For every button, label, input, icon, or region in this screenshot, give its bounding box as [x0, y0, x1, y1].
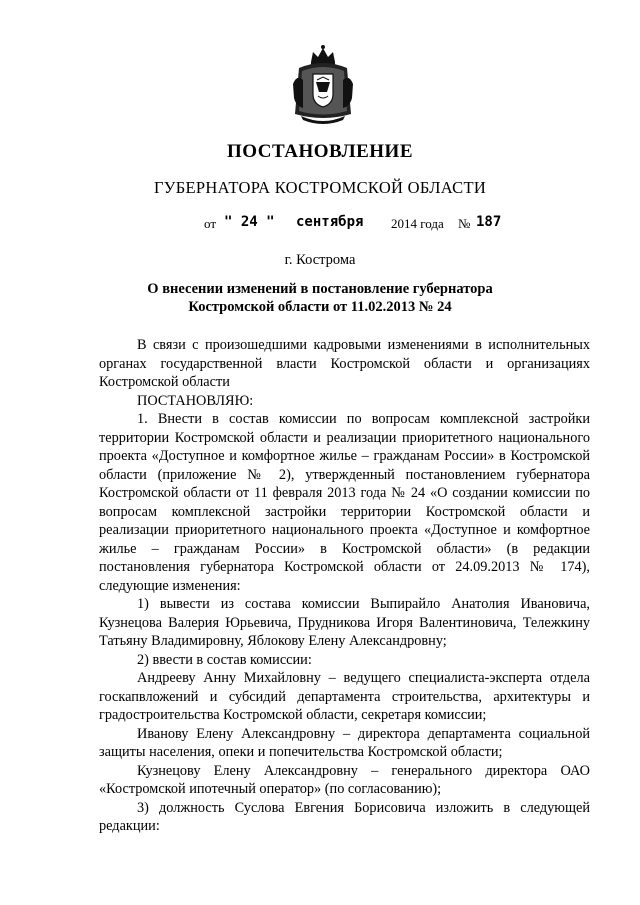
date-year: 2014 года — [391, 216, 444, 231]
document-number: 187 — [476, 214, 502, 230]
paragraph-item-1: 1. Внести в состав комиссии по вопросам комплексной застройки территории Костромской области и реализации приоритетного национального проекта «Доступное и комфортное жилье – гражданам России» в Костромской области (приложение № 2), утвержденный постановлением губернатора Костромской области от 11 февраля 2013 года № 24 «О создании комиссии по вопросам комплексной застройки территории Костромской области и реализации приоритетного национального проекта «Доступное и комфортное жилье – гражданам России» в Костромской области» (в редакции постановления губернатора Костромской области от 24.09.2013 № 174), следующие изменения: — [99, 411, 590, 594]
date-prefix: от — [204, 216, 217, 231]
paragraph-subitem-3: 3) должность Суслова Евгения Борисовича изложить в следующей редакции: — [99, 799, 590, 834]
coat-of-arms-emblem — [291, 44, 355, 126]
document-subject — [0, 280, 640, 316]
date-month: сентября — [296, 214, 364, 230]
paragraph-member-ivanova: Иванову Елену Александровну – директора департамента социальной защиты населения, опеки и попечительства Костромской области; — [99, 725, 590, 760]
paragraph-subitem-2: 2) ввести в состав комиссии: — [137, 651, 312, 668]
paragraph-subitem-1: 1) вывести из состава комиссии Выпирайло Анатолия Ивановича, Кузнецова Валерия Юрьевича, Прудникова Игоря Валентиновича, Тележкину Татьяну Владимировну, Яблокову Елену Александровну; — [99, 596, 590, 649]
subject-line-1: О внесении изменений в постановление губернатора — [147, 281, 493, 297]
document-body — [99, 336, 590, 836]
paragraph-resolve: ПОСТАНОВЛЯЮ: — [137, 392, 254, 409]
document-issuer: ГУБЕРНАТОРА КОСТРОМСКОЙ ОБЛАСТИ — [153, 178, 487, 197]
number-sign: № — [458, 216, 471, 231]
city: г. Кострома — [284, 252, 356, 268]
subject-line-2: Костромской области от 11.02.2013 № 24 — [188, 299, 452, 315]
paragraph-member-kuznetsova: Кузнецову Елену Александровну – генерального директора ОАО «Костромской ипотечный оператор» (по согласованию); — [99, 762, 590, 797]
date-line — [0, 214, 640, 236]
paragraph-preamble: В связи с произошедшими кадровыми изменениями в исполнительных органах государственной власти Костромской области и организациях Костромской области — [99, 337, 590, 390]
paragraph-member-andreeva: Андрееву Анну Михайловну – ведущего специалиста-эксперта отдела госкапвложений и субсидий департамента строительства, архитектуры и градостроительства Костромской области, секретаря комиссии; — [99, 670, 590, 723]
document-title: ПОСТАНОВЛЕНИЕ — [226, 141, 414, 162]
date-day: " 24 " — [224, 214, 275, 230]
